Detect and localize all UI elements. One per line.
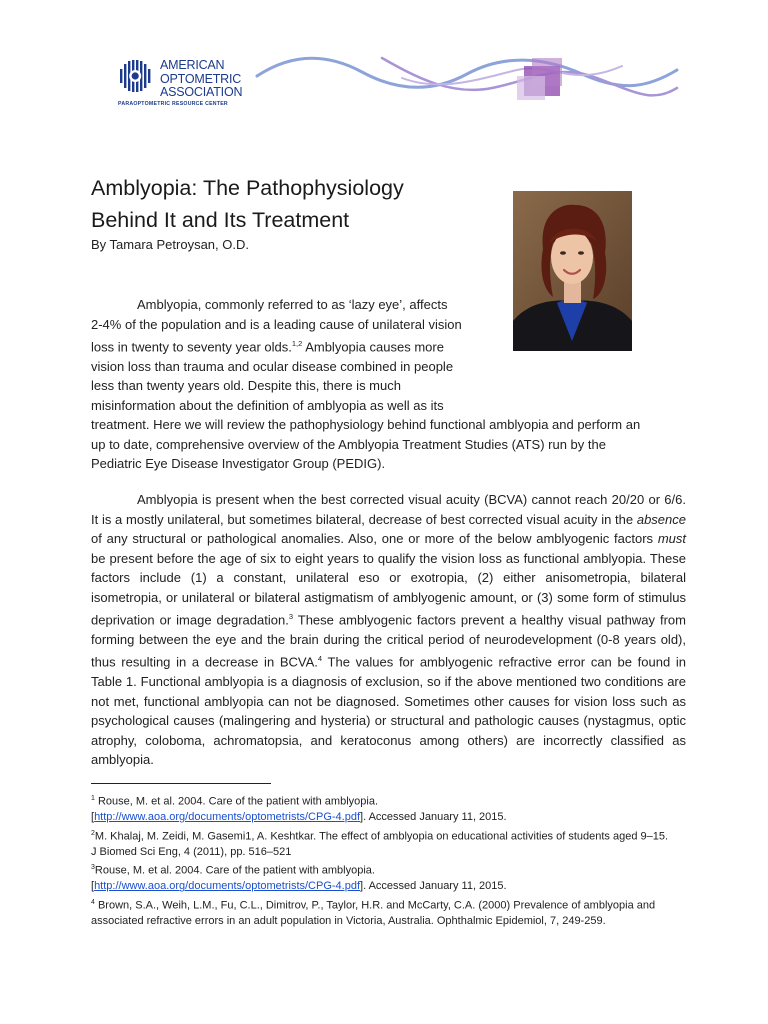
title-line-1: Amblyopia: The Pathophysiology — [91, 176, 404, 200]
footnote-4-number: 4 — [91, 898, 95, 906]
footnote-1-link[interactable]: http://www.aoa.org/documents/optometrists/CPG-4.pdf — [94, 811, 361, 824]
logo-wordmark — [160, 59, 242, 100]
wave-ribbon-graphic — [252, 48, 682, 108]
footnote-2-text: M. Khalaj, M. Zeidi, M. Gasemi1, A. Keshtkar. The effect of amblyopia on educational activities of students aged 9–15. J Biomed Sci Eng, 4 (2011), pp. 516–521 — [91, 830, 669, 858]
intro-line-9: Pediatric Eye Disease Investigator Group (PEDIG). — [91, 456, 386, 472]
intro-line-7: treatment. Here we will review the pathophysiology behind functional amblyopia and perform an — [91, 417, 641, 433]
p2-segment-4: These amblyogenic factors prevent a healthy visual pathway from forming between the eye and the brain during the critical period of neurodevelopment (0-8 years old), thus resulting in a decrease in BCVA. — [91, 612, 686, 670]
footnote-2 — [91, 826, 676, 861]
footnote-1-text: Rouse, M. et al. 2004. Care of the patient with amblyopia. — [94, 795, 379, 808]
intro-line-6: misinformation about the definition of amblyopia as well as its — [91, 397, 444, 413]
footnotes — [91, 791, 676, 930]
p2-segment-3: be present before the age of six to eight years to qualify the vision loss as functional amblyopia. These factors include (1) a constant, unilateral eso or exotropia, (2) either anisometropia, bilateral isometropia, or unilateral or bilateral astigmatism of amblyogenic amount, or (3) some form of stimulus deprivation or image degradation. — [91, 550, 686, 628]
footnote-4 — [91, 895, 676, 930]
p2-emphasis-absence: absence — [636, 511, 686, 527]
intro-line-4: vision loss than trauma and ocular disease combined in people — [91, 358, 454, 374]
intro-line-3-tail: Amblyopia causes more — [302, 339, 444, 355]
footnote-ref-4[interactable]: 4 — [317, 654, 323, 664]
footnote-2-number: 2 — [91, 829, 95, 837]
footnote-1-bracket: [ — [91, 811, 95, 824]
p2-segment-5: The values for amblyogenic refractive error can be found in Table 1. Functional amblyopia is a diagnosis of exclusion, so if the above mentioned two conditions are not met, functional amblyopia can not be diagnosed. Sometimes other causes for vision loss such as psychological causes (malingering and hysteria) or structural and pathologic causes (nystagmus, optic atrophy, coloboma, achromatopsia, and keratoconus among others) are incorrectly classified as amblyopia. — [91, 654, 686, 768]
footnote-divider — [91, 783, 271, 784]
intro-paragraph — [91, 295, 686, 474]
logo-line-2: OPTOMETRIC — [160, 71, 242, 86]
footnote-3-number: 3 — [91, 864, 95, 872]
footnote-3-text: Rouse, M. et al. 2004. Care of the patient with amblyopia. — [94, 864, 375, 877]
footnote-3-link[interactable]: http://www.aoa.org/documents/optometrists/CPG-4.pdf — [94, 880, 361, 893]
intro-line-1 — [91, 295, 686, 315]
footnote-ref-3[interactable]: 3 — [288, 612, 293, 621]
p2-segment-2: of any structural or pathological anomalies. Also, one or more of the below amblyogenic factors — [91, 531, 658, 546]
footnote-1 — [91, 791, 676, 826]
p2-emphasis-must: must — [657, 531, 686, 546]
logo-subtitle: PARAOPTOMETRIC RESOURCE CENTER — [118, 101, 228, 107]
footnote-1-number: 1 — [91, 795, 95, 802]
title-line-2: Behind It and Its Treatment — [91, 208, 350, 232]
footnote-1-accessed: ]. Accessed January 11, 2015. — [360, 811, 507, 824]
intro-line-5: less than twenty years old. Despite this, there is much — [91, 378, 401, 394]
aoa-eye-icon — [118, 57, 156, 99]
intro-line-1-text: Amblyopia, commonly referred to as ‘lazy eye’, affects — [137, 297, 448, 312]
intro-line-2: 2-4% of the population and is a leading cause of unilateral vision — [91, 316, 462, 332]
p2-segment-1: Amblyopia is present when the best corrected visual acuity (BCVA) cannot reach 20/20 or 6/6. It is a mostly unilateral, but sometimes bilateral, decrease of best corrected visual acuity in the — [91, 492, 686, 527]
footnote-4-text: Brown, S.A., Weih, L.M., Fu, C.L., Dimitrov, P., Taylor, H.R. and McCarty, C.A. (2000) Prevalence of amblyopia and associated refractive errors in an adult population in Victoria, Australia. Ophthalmic Epidemiol, 7, 249-259. — [91, 899, 656, 928]
intro-line-3 — [91, 334, 686, 357]
intro-line-8: up to date, comprehensive overview of the Amblyopia Treatment Studies (ATS) run by the — [91, 436, 606, 452]
footnote-3-accessed: ]. Accessed January 11, 2015. — [360, 880, 507, 893]
intro-line-3-text: loss in twenty to seventy year olds. — [91, 339, 292, 355]
footnote-3-bracket: [ — [91, 880, 95, 893]
logo-line-3: ASSOCIATION — [160, 85, 243, 99]
logo-line-1: AMERICAN — [160, 58, 225, 72]
footnote-ref-1-2[interactable]: 1,2 — [291, 339, 303, 348]
aoa-logo — [118, 57, 268, 113]
author-byline: By Tamara Petroysan, O.D. — [91, 237, 249, 252]
article-title — [91, 172, 404, 236]
footnote-3 — [91, 860, 676, 895]
definition-paragraph — [91, 490, 686, 770]
